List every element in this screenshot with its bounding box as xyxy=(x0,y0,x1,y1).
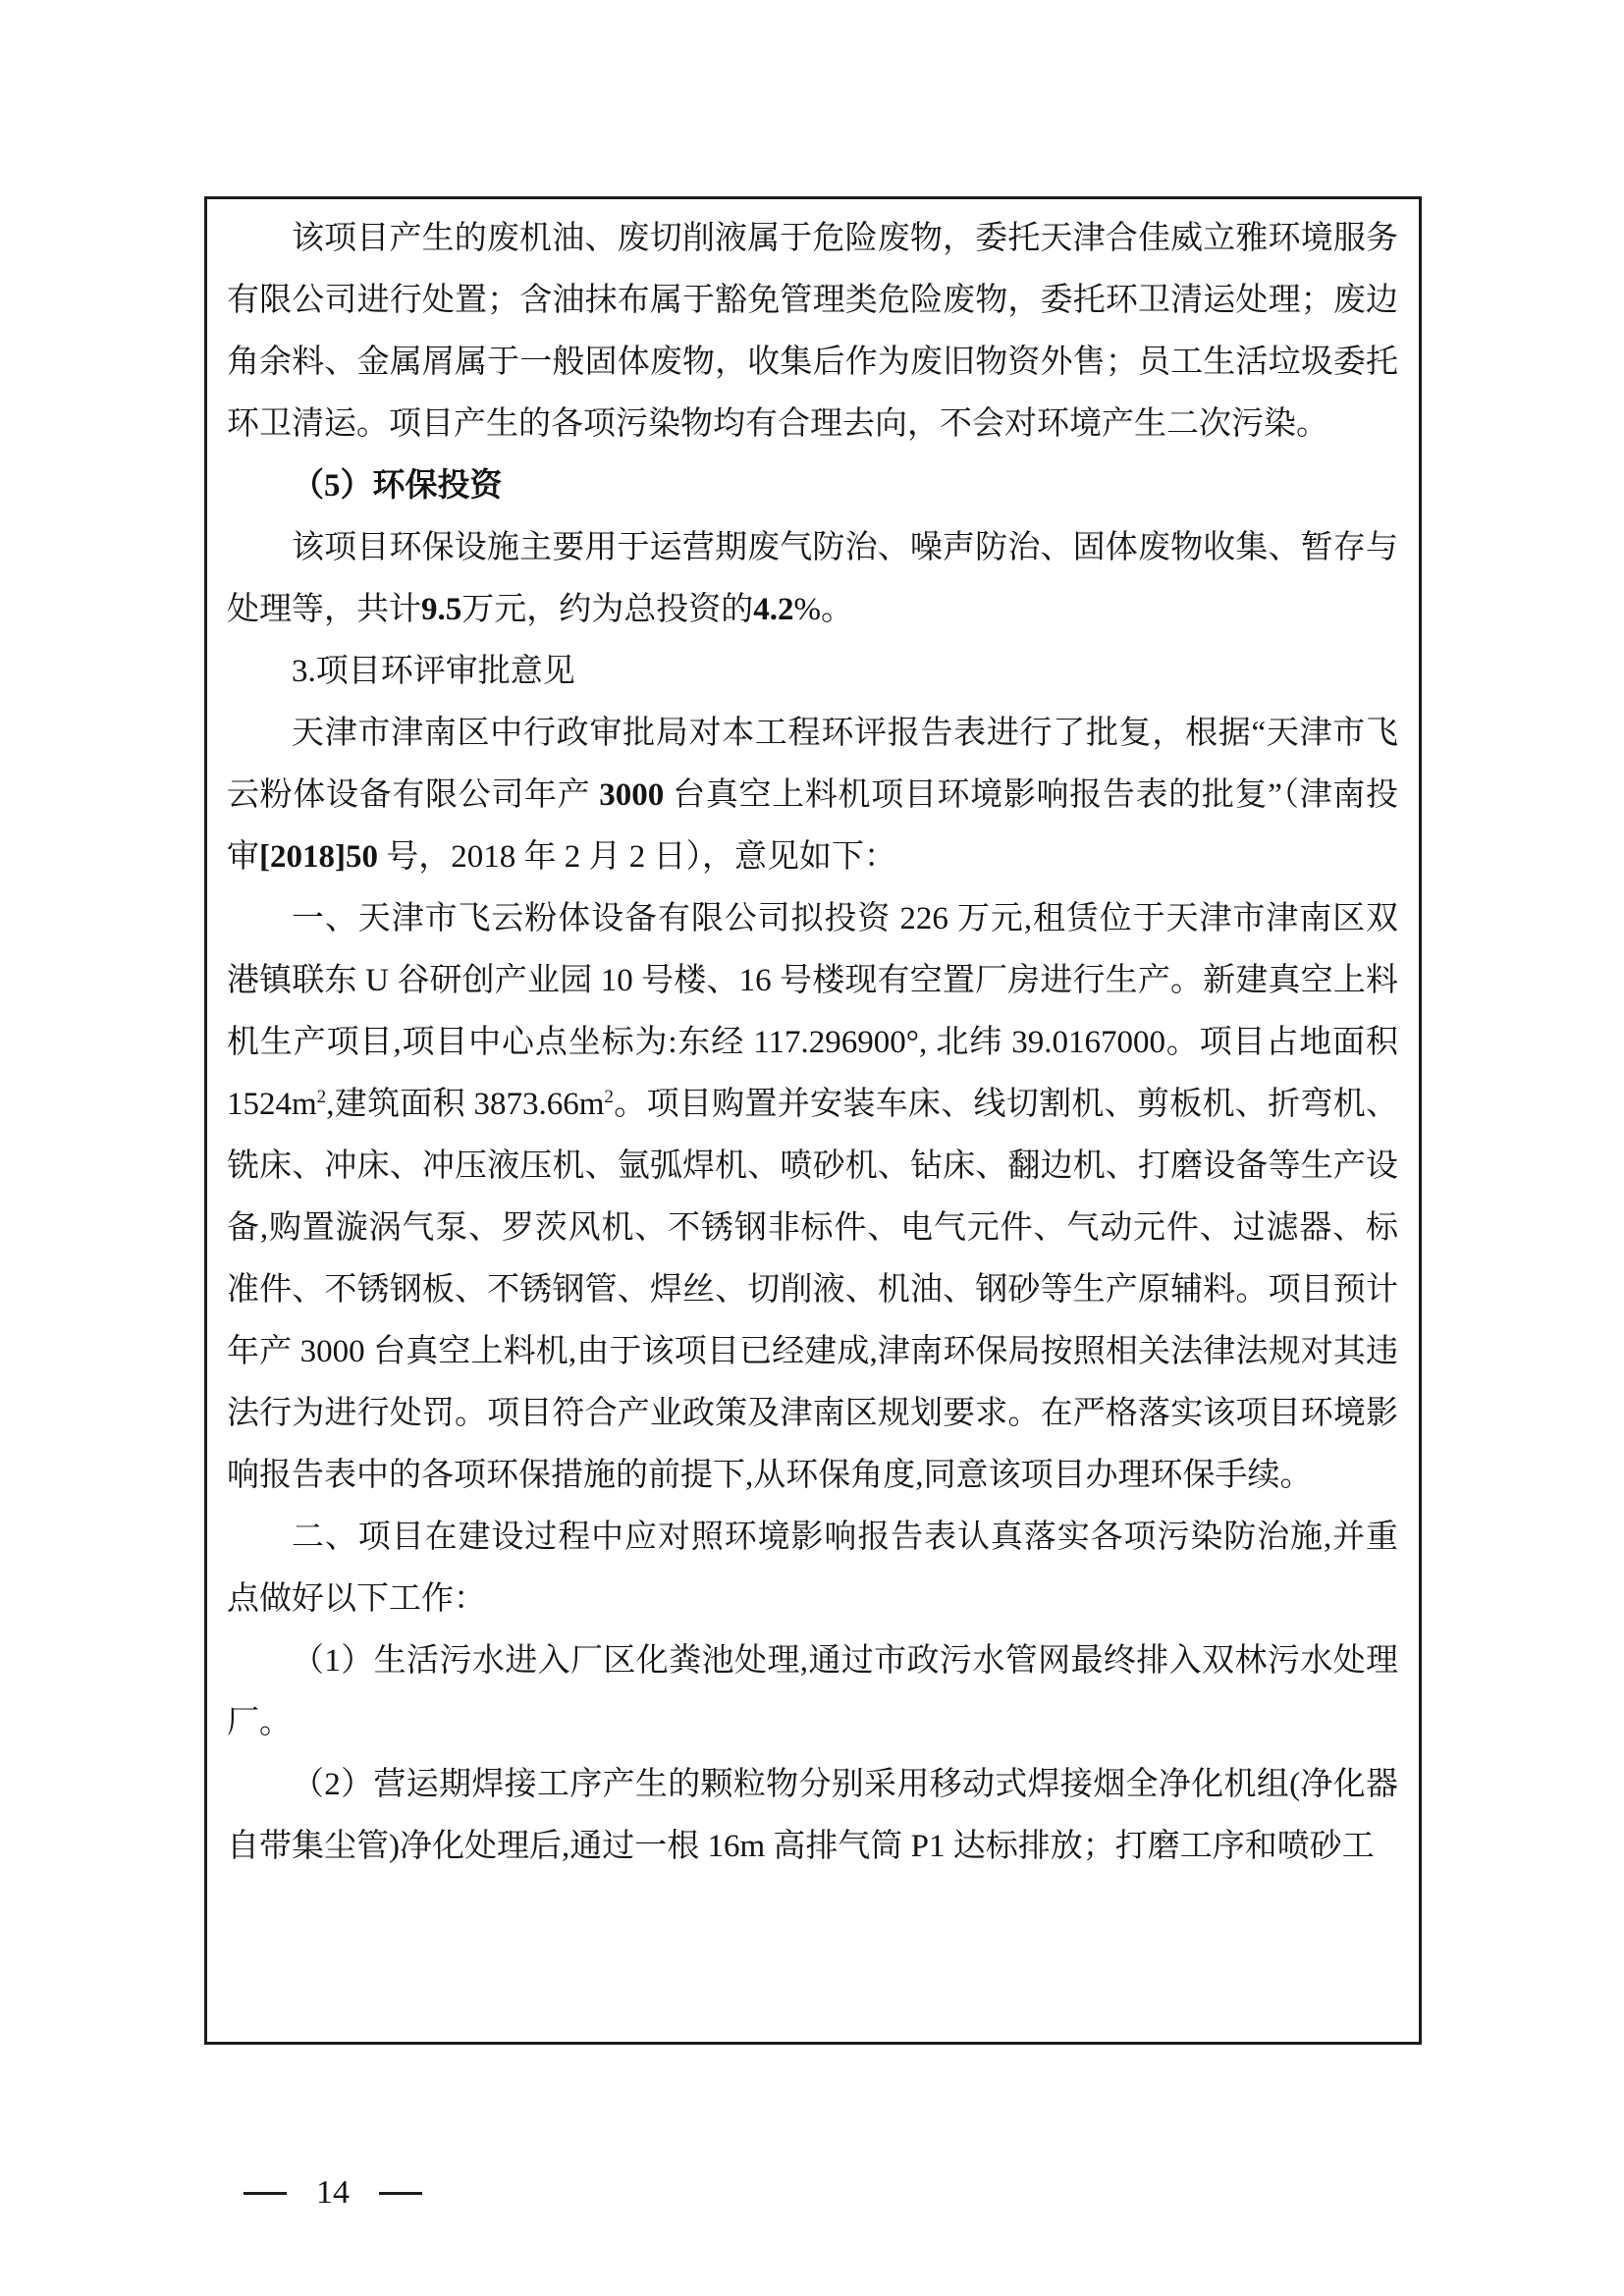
text-run: %。 xyxy=(793,592,853,627)
text-run: 一、天津市飞云粉体设备有限公司拟投资 226 万元,租赁位于天津市津南区双港镇联东 U 谷研创产业园 10 号楼、16 号楼现有空置厂房进行生产。新建真空上料机生产项目,项目中心点坐标为:东经 117.296900°, 北纬 39.0167000。项目占地面积 1524m xyxy=(227,901,1399,1122)
text-run: （1）生活污水进入厂区化粪池处理,通过市政污水管网最终排入双林污水处理厂。 xyxy=(227,1643,1398,1740)
section-heading xyxy=(227,455,1398,517)
paragraph xyxy=(227,208,1398,455)
page-footer xyxy=(244,2173,422,2213)
content-border-frame xyxy=(204,196,1422,2045)
text-run: 万元，约为总投资的 xyxy=(461,592,754,627)
paragraph xyxy=(227,641,1398,703)
text-run: 台真空上料机项目环境影响报告表的批复”（津南投审 xyxy=(227,777,1399,875)
footer-dash-right xyxy=(379,2192,422,2195)
superscript-run: 2 xyxy=(604,1087,614,1107)
text-run: 天津市津南区中行政审批局对本工程环评报告表进行了批复，根据“天津市飞云粉体设备有限公司年产 xyxy=(227,716,1398,813)
paragraph xyxy=(227,1507,1398,1630)
text-run: ,建筑面积 3873.66m xyxy=(326,1087,605,1122)
document-body xyxy=(227,208,1398,1878)
bold-text-run: （5）环保投资 xyxy=(292,468,503,504)
text-run: （2）营运期焊接工序产生的颗粒物分别采用移动式焊接烟全净化机组(净化器自带集尘管)净化处理后,通过一根 16m 高排气筒 P1 达标排放；打磨工序和喷砂工 xyxy=(227,1767,1398,1864)
text-run: 号，2018 年 2 月 2 日），意见如下： xyxy=(377,839,896,875)
text-run: 该项目环保设施主要用于运营期废气防治、噪声防治、固体废物收集、暂存与处理等，共计 xyxy=(227,530,1398,627)
text-run: 二、项目在建设过程中应对照环境影响报告表认真落实各项污染防治施,并重点做好以下工作： xyxy=(227,1520,1398,1617)
bold-text-run: 4.2 xyxy=(753,592,794,627)
bold-text-run: 9.5 xyxy=(421,592,462,627)
footer-dash-left xyxy=(244,2192,287,2195)
bold-text-run: [2018]50 xyxy=(259,839,378,875)
page-number: 14 xyxy=(316,2174,350,2211)
paragraph xyxy=(227,1754,1398,1878)
paragraph xyxy=(227,1630,1398,1754)
text-run: 。项目购置并安装车床、线切割机、剪板机、折弯机、铣床、冲床、冲压液压机、氩弧焊机、喷砂机、钻床、翻边机、打磨设备等生产设备,购置漩涡气泵、罗茨风机、不锈钢非标件、电气元件、气动元件、过滤器、标准件、不锈钢板、不锈钢管、焊丝、切削液、机油、钢砂等生产原辅料。项目预计年产 3000 台真空上料机,由于该项目已经建成,津南环保局按照相关法律法规对其违法行为进行处罚。项目符合产业政策及津南区规划要求。在严格落实该项目环境影响报告表中的各项环保措施的前提下,从环保角度,同意该项目办理环保手续。 xyxy=(227,1087,1399,1493)
paragraph xyxy=(227,703,1398,888)
paragraph xyxy=(227,517,1398,641)
superscript-run: 2 xyxy=(316,1087,327,1107)
text-run: 该项目产生的废机油、废切削液属于危险废物，委托天津合佳威立雅环境服务有限公司进行处置；含油抹布属于豁免管理类危险废物，委托环卫清运处理；废边角余料、金属屑属于一般固体废物，收集后作为废旧物资外售；员工生活垃圾委托环卫清运。项目产生的各项污染物均有合理去向，不会对环境产生二次污染。 xyxy=(227,221,1398,442)
bold-text-run: 3000 xyxy=(599,777,665,813)
text-run: 3.项目环评审批意见 xyxy=(292,654,575,689)
paragraph xyxy=(227,888,1398,1507)
